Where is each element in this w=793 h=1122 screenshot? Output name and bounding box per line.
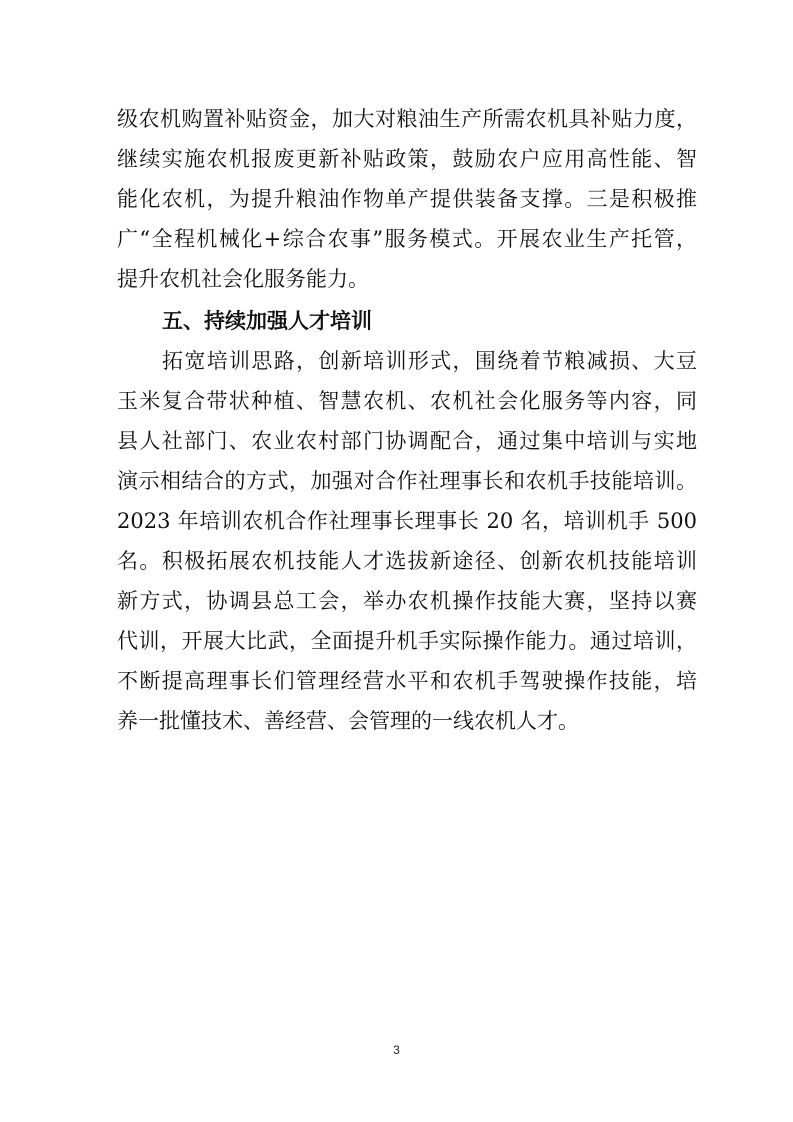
paragraph-line: 级农机购置补贴资金，加大对粮油生产所需农机具补贴力度，	[117, 107, 697, 131]
paragraph-line: 提升农机社会化服务能力。	[117, 267, 369, 291]
paragraph-line: 名。积极拓展农机技能人才选拔新途径、创新农机技能培训	[117, 549, 697, 573]
paragraph-line: 新方式，协调县总工会，举办农机操作技能大赛，坚持以赛	[117, 589, 697, 613]
paragraph-line: 养一批懂技术、善经营、会管理的一线农机人才。	[117, 709, 579, 733]
paragraph-line: 不断提高理事长们管理经营水平和农机手驾驶操作技能，培	[117, 669, 697, 693]
paragraph-line: 县人社部门、农业农村部门协调配合，通过集中培训与实地	[117, 429, 697, 453]
paragraph-line: 拓宽培训思路，创新培训形式，围绕着节粮减损、大豆	[162, 349, 697, 373]
paragraph-line: 2023 年培训农机合作社理事长理事长 20 名，培训机手 500	[117, 509, 697, 533]
paragraph-line: 能化农机，为提升粮油作物单产提供装备支撑。三是积极推	[117, 187, 697, 211]
paragraph-line: 广“全程机械化+综合农事”服务模式。开展农业生产托管，	[117, 227, 697, 251]
section-heading: 五、持续加强人才培训	[162, 309, 372, 333]
paragraph-line: 代训，开展大比武，全面提升机手实际操作能力。通过培训，	[117, 629, 697, 653]
paragraph-line: 演示相结合的方式，加强对合作社理事长和农机手技能培训。	[117, 469, 697, 493]
page-number: 3	[393, 1043, 400, 1057]
paragraph-line: 玉米复合带状种植、智慧农机、农机社会化服务等内容，同	[117, 389, 697, 413]
paragraph-line: 继续实施农机报废更新补贴政策，鼓励农户应用高性能、智	[117, 147, 697, 171]
